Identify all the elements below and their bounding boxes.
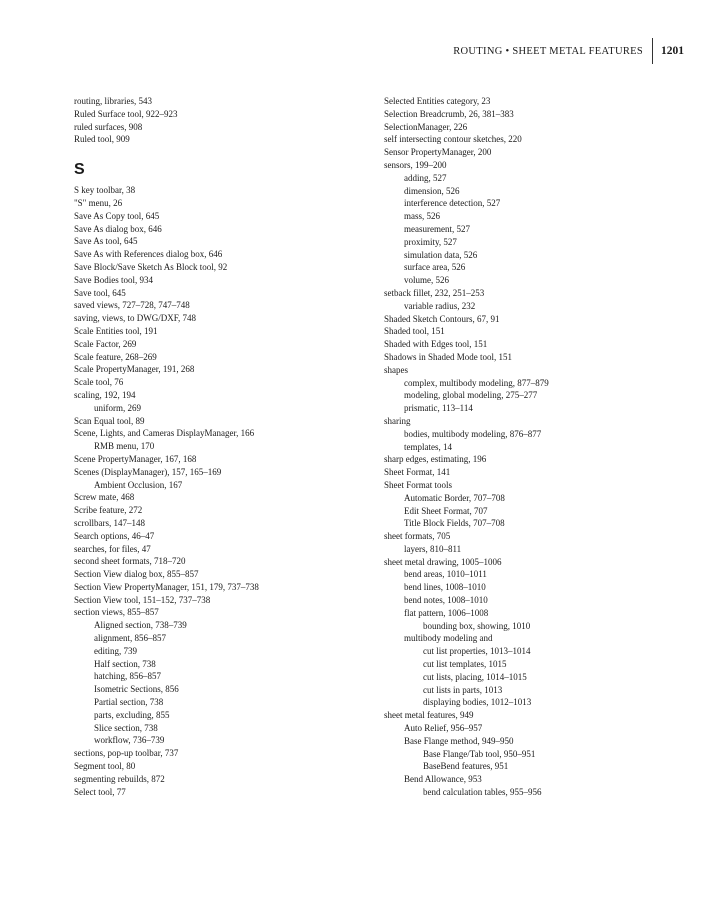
- index-subentry: templates, 14: [404, 441, 452, 452]
- index-entry: self intersecting contour sketches, 220: [384, 134, 522, 145]
- index-subentry: cut lists, placing, 1014–1015: [423, 671, 527, 682]
- index-entry: saving, views, to DWG/DXF, 748: [74, 313, 197, 324]
- index-subentry: Edit Sheet Format, 707: [404, 505, 488, 516]
- index-subentry: hatching, 856–857: [94, 671, 161, 682]
- index-subentry: simulation data, 526: [404, 249, 478, 260]
- index-subentry: Auto Relief, 956–957: [404, 723, 483, 734]
- index-entry: Shadows in Shaded Mode tool, 151: [384, 351, 512, 362]
- header-divider: [652, 38, 653, 64]
- index-entry: Shaded Sketch Contours, 67, 91: [384, 313, 500, 324]
- index-entry: Save As tool, 645: [74, 236, 138, 247]
- index-subentry: workflow, 736–739: [94, 735, 165, 746]
- index-column-left: [74, 95, 374, 798]
- index-entry: Selection Breadcrumb, 26, 381–383: [384, 108, 514, 119]
- index-subentry: editing, 739: [94, 645, 137, 656]
- index-entry: sensors, 199–200: [384, 159, 447, 170]
- index-subentry: flat pattern, 1006–1008: [404, 607, 489, 618]
- index-subentry: cut list templates, 1015: [423, 659, 507, 670]
- index-entry: S key toolbar, 38: [74, 185, 136, 196]
- index-subentry: Ambient Occlusion, 167: [94, 479, 183, 490]
- index-entry: Shaded tool, 151: [384, 326, 445, 337]
- index-entry: Scale PropertyManager, 191, 268: [74, 364, 195, 375]
- index-entry: segmenting rebuilds, 872: [74, 773, 165, 784]
- index-subentry: adding, 527: [404, 172, 447, 183]
- index-subentry: mass, 526: [404, 211, 440, 222]
- index-entry: sharp edges, estimating, 196: [384, 454, 487, 465]
- index-subentry: RMB menu, 170: [94, 441, 155, 452]
- index-entry: Section View dialog box, 855–857: [74, 569, 199, 580]
- index-entry: Scale Factor, 269: [74, 338, 137, 349]
- index-entry: Scene, Lights, and Cameras DisplayManager, 166: [74, 428, 255, 439]
- index-subentry: interference detection, 527: [404, 198, 501, 209]
- index-entry: Scale feature, 268–269: [74, 351, 157, 362]
- index-entry: Save As Copy tool, 645: [74, 210, 160, 221]
- index-entry: Save As with References dialog box, 646: [74, 249, 223, 260]
- index-entry: second sheet formats, 718–720: [74, 556, 186, 567]
- index-subentry: variable radius, 232: [404, 300, 476, 311]
- index-subentry: Automatic Border, 707–708: [404, 492, 505, 503]
- index-subentry: modeling, global modeling, 275–277: [404, 390, 538, 401]
- index-entry: sheet metal drawing, 1005–1006: [384, 556, 502, 567]
- index-subentry: Bend Allowance, 953: [404, 774, 482, 785]
- index-subentry: parts, excluding, 855: [94, 709, 170, 720]
- index-entry: Ruled tool, 909: [74, 134, 130, 145]
- index-subentry: Slice section, 738: [94, 722, 158, 733]
- index-entry: Sheet Format, 141: [384, 467, 451, 478]
- index-entry: Search options, 46–47: [74, 530, 155, 541]
- index-entry: Scribe feature, 272: [74, 505, 143, 516]
- index-entry: Shaded with Edges tool, 151: [384, 339, 488, 350]
- index-subentry: bend notes, 1008–1010: [404, 595, 488, 606]
- index-entry: saved views, 727–728, 747–748: [74, 300, 190, 311]
- index-entry: Scene PropertyManager, 167, 168: [74, 453, 197, 464]
- index-subentry: Base Flange method, 949–950: [404, 735, 514, 746]
- index-subentry: bend lines, 1008–1010: [404, 582, 486, 593]
- page-number: 1201: [661, 45, 684, 57]
- index-entry: Section View PropertyManager, 151, 179, 737–738: [74, 581, 259, 592]
- index-entry: Segment tool, 80: [74, 761, 136, 772]
- index-subentry: uniform, 269: [94, 402, 141, 413]
- index-entry: Sensor PropertyManager, 200: [384, 147, 492, 158]
- index-subentry: displaying bodies, 1012–1013: [423, 697, 532, 708]
- index-entry: section views, 855–857: [74, 607, 159, 618]
- index-subentry: bounding box, showing, 1010: [423, 620, 531, 631]
- index-subentry: bend calculation tables, 955–956: [423, 787, 542, 798]
- index-entry: Sheet Format tools: [384, 479, 452, 490]
- section-letter-heading: S: [74, 161, 85, 179]
- index-subentry: Aligned section, 738–739: [94, 620, 187, 631]
- index-entry: setback fillet, 232, 251–253: [384, 287, 485, 298]
- index-entry: Save As dialog box, 646: [74, 223, 162, 234]
- index-subentry: cut lists in parts, 1013: [423, 684, 503, 695]
- index-entry: Scan Equal tool, 89: [74, 415, 145, 426]
- header-title: ROUTING • SHEET METAL FEATURES: [453, 45, 643, 57]
- index-entry: ruled surfaces, 908: [74, 121, 143, 132]
- index-entry: Screw mate, 468: [74, 492, 135, 503]
- index-entry: "S" menu, 26: [74, 197, 123, 208]
- index-entry: Save Bodies tool, 934: [74, 274, 153, 285]
- index-entry: Ruled Surface tool, 922–923: [74, 108, 178, 119]
- index-subentry: volume, 526: [404, 275, 449, 286]
- index-subentry: multibody modeling and: [404, 633, 493, 644]
- index-subentry: Isometric Sections, 856: [94, 684, 179, 695]
- index-entry: Save Block/Save Sketch As Block tool, 92: [74, 261, 228, 272]
- index-subentry: alignment, 856–857: [94, 633, 166, 644]
- running-header: [453, 38, 684, 64]
- index-entry: Selected Entities category, 23: [384, 96, 491, 106]
- index-subentry: prismatic, 113–114: [404, 403, 473, 414]
- index-subentry: proximity, 527: [404, 236, 457, 247]
- index-subentry: layers, 810–811: [404, 543, 462, 554]
- index-subentry: surface area, 526: [404, 262, 466, 273]
- index-entry: scrollbars, 147–148: [74, 517, 145, 528]
- index-entry: Scale tool, 76: [74, 377, 124, 388]
- index-subentry: Base Flange/Tab tool, 950–951: [423, 748, 536, 759]
- index-entry: SelectionManager, 226: [384, 121, 468, 132]
- index-subentry: complex, multibody modeling, 877–879: [404, 377, 549, 388]
- index-entry: scaling, 192, 194: [74, 389, 136, 400]
- index-subentry: Half section, 738: [94, 658, 156, 669]
- index-entry: Save tool, 645: [74, 287, 126, 298]
- index-entry: Section View tool, 151–152, 737–738: [74, 594, 211, 605]
- index-subentry: dimension, 526: [404, 185, 460, 196]
- index-subentry: Partial section, 738: [94, 697, 164, 708]
- index-entry: sheet metal features, 949: [384, 710, 474, 721]
- index-entry: routing, libraries, 543: [74, 96, 152, 106]
- index-subentry: measurement, 527: [404, 223, 470, 234]
- index-subentry: Title Block Fields, 707–708: [404, 518, 505, 529]
- index-entry: sharing: [384, 415, 411, 426]
- index-subentry: bend areas, 1010–1011: [404, 569, 487, 580]
- index-entry: Select tool, 77: [74, 786, 126, 797]
- index-entry: Scale Entities tool, 191: [74, 325, 158, 336]
- index-column-right: [384, 95, 684, 799]
- index-entry: searches, for files, 47: [74, 543, 151, 554]
- index-entry: Scenes (DisplayManager), 157, 165–169: [74, 466, 222, 477]
- index-entry: sections, pop-up toolbar, 737: [74, 748, 179, 759]
- index-subentry: bodies, multibody modeling, 876–877: [404, 428, 542, 439]
- index-subentry: BaseBend features, 951: [423, 761, 509, 772]
- index-entry: sheet formats, 705: [384, 531, 451, 542]
- index-subentry: cut list properties, 1013–1014: [423, 646, 531, 657]
- index-entry: shapes: [384, 364, 408, 375]
